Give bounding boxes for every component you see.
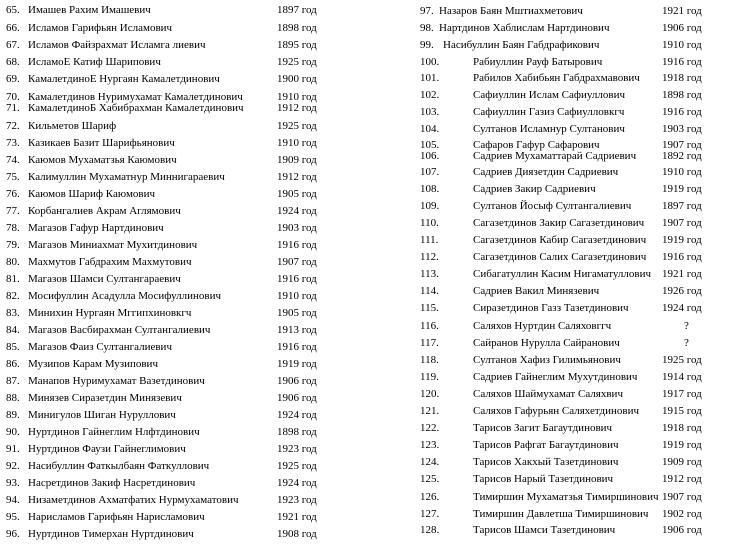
person-name: Тарисов Хакхый Тазетдинович (473, 456, 619, 468)
row-number: 73. (6, 137, 20, 149)
person-name: Минигулов Шиган Нуруллович (28, 409, 176, 421)
person-name: Магазов Шамси Султангараевич (28, 273, 181, 285)
person-name: Каюмов Шариф Каюмович (28, 188, 156, 200)
row-number: 117. (420, 337, 439, 349)
birth-year: 1925 год (277, 56, 317, 68)
person-name: Каюмов Мухаматзья Каюмович (28, 154, 177, 166)
row-number: 115. (420, 302, 439, 314)
birth-year: 1918 год (662, 422, 702, 434)
person-name: Саляхов Нуртдин Саляховггч (473, 320, 612, 332)
person-name: Сагазетдинов Салих Сагазетдинович (473, 251, 647, 263)
birth-year: 1917 год (662, 388, 702, 400)
person-name: ИсламоЕ Катиф Шарипович (28, 56, 161, 68)
birth-year: 1912 год (277, 102, 317, 114)
row-number: 99. (420, 39, 434, 51)
row-number: 107. (420, 166, 440, 178)
row-number: 96. (6, 528, 20, 540)
row-number: 118. (420, 354, 439, 366)
person-name: КамалетдиноБ Хабибрахман Камалетдинович (28, 102, 244, 114)
row-number: 114. (420, 285, 439, 297)
person-name: Султанов Йосыф Султангалиевич (473, 200, 632, 212)
person-name: Сиразетдинов Газз Тазетдинович (473, 302, 629, 314)
person-name: Саляхов Шаймухамат Саляхвич (473, 388, 623, 400)
row-number: 124. (420, 456, 440, 468)
row-number: 101. (420, 72, 440, 84)
person-name: Рабилов Хабибьян Габдрахмавович (473, 72, 640, 84)
row-number: 116. (420, 320, 439, 332)
birth-year: 1915 год (662, 405, 702, 417)
birth-year: 1916 год (662, 56, 702, 68)
birth-year: 1925 год (277, 120, 317, 132)
birth-year: 1910 год (277, 290, 317, 302)
birth-year: 1898 год (277, 426, 317, 438)
birth-year: 1909 год (662, 456, 702, 468)
birth-year: 1919 год (662, 183, 702, 195)
row-number: 104. (420, 123, 440, 135)
birth-year: 1919 год (662, 234, 702, 246)
row-number: 121. (420, 405, 440, 417)
person-name: Садриев Диязетдин Садриевич (473, 166, 619, 178)
person-name: Исламов Файзрахмат Исламга лиевич (28, 39, 206, 51)
row-number: 111. (420, 234, 439, 246)
birth-year: 1921 год (662, 268, 702, 280)
row-number: 95. (6, 511, 20, 523)
person-name: Тарисов Нарый Тазетдинович (473, 473, 614, 485)
person-name: Минихин Нургаян Мггипхиновкгч (28, 307, 192, 319)
row-number: 128. (420, 524, 440, 536)
row-number: 69. (6, 73, 20, 85)
person-name: Казикаев Базит Шарифьянович (28, 137, 175, 149)
row-number: 90. (6, 426, 20, 438)
person-name: Сагазетдинов Закир Сагазетдинович (473, 217, 645, 229)
person-name: Нуртдинов Фаузи Гайнеглимович (28, 443, 186, 455)
row-number: 66. (6, 22, 20, 34)
person-name: Магазов Гафур Нартдинович (28, 222, 164, 234)
person-name: Нартдинов Хаблислам Нартдинович (439, 22, 610, 34)
person-name: Низаметдинов Ахматфатих Нурмухаматович (28, 494, 239, 506)
row-number: 103. (420, 106, 440, 118)
birth-year: 1916 год (277, 239, 317, 251)
birth-year: 1907 год (662, 139, 702, 151)
person-name: Тарисов Шамси Тазетдинович (473, 524, 616, 536)
row-number: 108. (420, 183, 440, 195)
row-number: 75. (6, 171, 20, 183)
person-name: Тимиршин Давлетша Тимиршинович (473, 508, 649, 520)
person-name: Сафаров Гафур Сафарович (473, 139, 600, 151)
person-name: Нарисламов Гарифьян Нарисламович (28, 511, 205, 523)
person-name: Нуртдинов Тимерхан Нуртдинович (28, 528, 194, 540)
row-number: 98. (420, 22, 434, 34)
row-number: 78. (6, 222, 20, 234)
row-number: 105. (420, 139, 440, 151)
birth-year: 1924 год (662, 302, 702, 314)
birth-year: 1912 год (277, 171, 317, 183)
birth-year: 1910 год (277, 137, 317, 149)
row-number: 92. (6, 460, 20, 472)
birth-year: 1921 год (662, 5, 702, 17)
birth-year: 1903 год (277, 222, 317, 234)
birth-year: 1916 год (662, 106, 702, 118)
person-name: Садриев Гайнеглим Мухутдинович (473, 371, 638, 383)
person-name: Нуртдинов Гайнеглим Нлфтдинович (28, 426, 200, 438)
row-number: 71. (6, 102, 20, 114)
birth-year: 1908 год (277, 528, 317, 540)
row-number: 119. (420, 371, 439, 383)
row-number: 120. (420, 388, 440, 400)
person-name: Сайранов Нурулла Сайранович (473, 337, 620, 349)
row-number: 88. (6, 392, 20, 404)
birth-year: 1910 год (662, 166, 702, 178)
row-number: 125. (420, 473, 440, 485)
birth-year: 1925 год (662, 354, 702, 366)
row-number: 126. (420, 491, 440, 503)
person-name: Манапов Нуримухамат Вазетдинович (28, 375, 205, 387)
row-number: 102. (420, 89, 440, 101)
birth-year: 1906 год (277, 375, 317, 387)
birth-year: 1907 год (662, 217, 702, 229)
person-name: Султанов Хафиз Гилимьянович (473, 354, 621, 366)
birth-year: 1913 год (277, 324, 317, 336)
birth-year: 1905 год (277, 307, 317, 319)
person-name: Назаров Баян Мштиахметович (439, 5, 583, 17)
person-name: Музипов Карам Музипович (28, 358, 158, 370)
person-name: Кильметов Шариф (28, 120, 117, 132)
row-number: 91. (6, 443, 20, 455)
row-number: 85. (6, 341, 20, 353)
birth-year: 1912 год (662, 473, 702, 485)
row-number: 127. (420, 508, 440, 520)
person-name: Мосифуллин Асадулла Мосифуллинович (28, 290, 221, 302)
birth-year: 1918 год (662, 72, 702, 84)
birth-year: 1925 год (277, 460, 317, 472)
row-number: 72. (6, 120, 20, 132)
person-name: Садриев Вакил Минязевич (473, 285, 600, 297)
person-name: КамалетдиноЕ Нургаян Камалетдинович (28, 73, 220, 85)
person-name: Сибагатуллин Касим Нигаматуллович (473, 268, 652, 280)
person-name: Сафиуллин Ислам Сафиуллович (473, 89, 626, 101)
person-name: Калимуллин Мухаматнур Миннигараевич (28, 171, 225, 183)
birth-year: 1906 год (277, 392, 317, 404)
person-name: Султанов Исламнур Султанович (473, 123, 625, 135)
row-number: 100. (420, 56, 440, 68)
birth-year: 1916 год (277, 273, 317, 285)
row-number: 70. (6, 91, 20, 103)
person-name: Насибуллин Баян Габдрафикович (443, 39, 600, 51)
birth-year: 1895 год (277, 39, 317, 51)
birth-year: 1923 год (277, 494, 317, 506)
person-name: Имашев Рахим Имашевич (28, 4, 151, 16)
row-number: 113. (420, 268, 439, 280)
row-number: 84. (6, 324, 20, 336)
row-number: 86. (6, 358, 20, 370)
birth-year: 1906 год (662, 22, 702, 34)
row-number: 83. (6, 307, 20, 319)
person-name: Насибуллин Фаткылбаян Фаткуллович (28, 460, 210, 472)
birth-year: 1924 год (277, 205, 317, 217)
birth-year: 1914 год (662, 371, 702, 383)
birth-year: 1924 год (277, 409, 317, 421)
birth-year: 1910 год (277, 91, 317, 103)
birth-year: 1898 год (277, 22, 317, 34)
row-number: 76. (6, 188, 20, 200)
row-number: 93. (6, 477, 20, 489)
birth-year: 1898 год (662, 89, 702, 101)
birth-year: 1923 год (277, 443, 317, 455)
row-number: 123. (420, 439, 440, 451)
person-name: Махмутов Габдрахим Махмутович (28, 256, 192, 268)
birth-year: 1903 год (662, 123, 702, 135)
person-name: Рабиуллин Рауф Батырович (473, 56, 603, 68)
person-name: Сафиуллин Газиз Сафиулловкгч (473, 106, 625, 118)
person-name: Минязев Сиразетдин Минязевич (28, 392, 182, 404)
birth-year: 1910 год (662, 39, 702, 51)
birth-year: 1924 год (277, 477, 317, 489)
row-number: 87. (6, 375, 20, 387)
person-name: Тарисов Загит Багаутдинович (473, 422, 613, 434)
birth-year: 1902 год (662, 508, 702, 520)
birth-year: 1921 год (277, 511, 317, 523)
birth-year: 1905 год (277, 188, 317, 200)
birth-year: 1897 год (662, 200, 702, 212)
row-number: 112. (420, 251, 439, 263)
birth-year: 1900 год (277, 73, 317, 85)
birth-year: 1919 год (662, 439, 702, 451)
row-number: 77. (6, 205, 20, 217)
person-name: Садриев Закир Садриевич (473, 183, 596, 195)
birth-year: ? (684, 320, 689, 332)
row-number: 80. (6, 256, 20, 268)
person-name: Насретдинов Закиф Насретдинович (28, 477, 196, 489)
birth-year: 1907 год (662, 491, 702, 503)
row-number: 68. (6, 56, 20, 68)
birth-year: ? (684, 337, 689, 349)
row-number: 110. (420, 217, 439, 229)
person-name: Магазов Васбирахман Султангалиевич (28, 324, 211, 336)
birth-year: 1916 год (662, 251, 702, 263)
row-number: 89. (6, 409, 20, 421)
person-name: Тимиршин Мухаматзья Тимиршинович (473, 491, 659, 503)
person-name: Сагазетдинов Кабир Сагазетдинович (473, 234, 647, 246)
birth-year: 1909 год (277, 154, 317, 166)
row-number: 94. (6, 494, 20, 506)
birth-year: 1919 год (277, 358, 317, 370)
person-name: Тарисов Рафгат Багаутдинович (473, 439, 619, 451)
person-name: Магазов Фаиз Султангалиевич (28, 341, 172, 353)
person-name: Саляхов Гафурьян Саляхетдинович (473, 405, 640, 417)
birth-year: 1926 год (662, 285, 702, 297)
person-name: Корбангалиев Акрам Аглямович (28, 205, 181, 217)
row-number: 74. (6, 154, 20, 166)
row-number: 65. (6, 4, 20, 16)
birth-year: 1916 год (277, 341, 317, 353)
person-name: Садриев Мухаматтарай Садриевич (473, 150, 637, 162)
row-number: 81. (6, 273, 20, 285)
birth-year: 1892 год (662, 150, 702, 162)
row-number: 67. (6, 39, 20, 51)
person-name: Магазов Миниахмат Мухитдинович (28, 239, 198, 251)
row-number: 97. (420, 5, 434, 17)
row-number: 109. (420, 200, 440, 212)
row-number: 106. (420, 150, 440, 162)
row-number: 82. (6, 290, 20, 302)
birth-year: 1906 год (662, 524, 702, 536)
row-number: 122. (420, 422, 440, 434)
birth-year: 1897 год (277, 4, 317, 16)
person-name: Камалетдинов Нуримухамат Камалетдинович (28, 91, 243, 103)
person-name: Исламов Гарифьян Исламович (28, 22, 173, 34)
row-number: 79. (6, 239, 20, 251)
birth-year: 1907 год (277, 256, 317, 268)
